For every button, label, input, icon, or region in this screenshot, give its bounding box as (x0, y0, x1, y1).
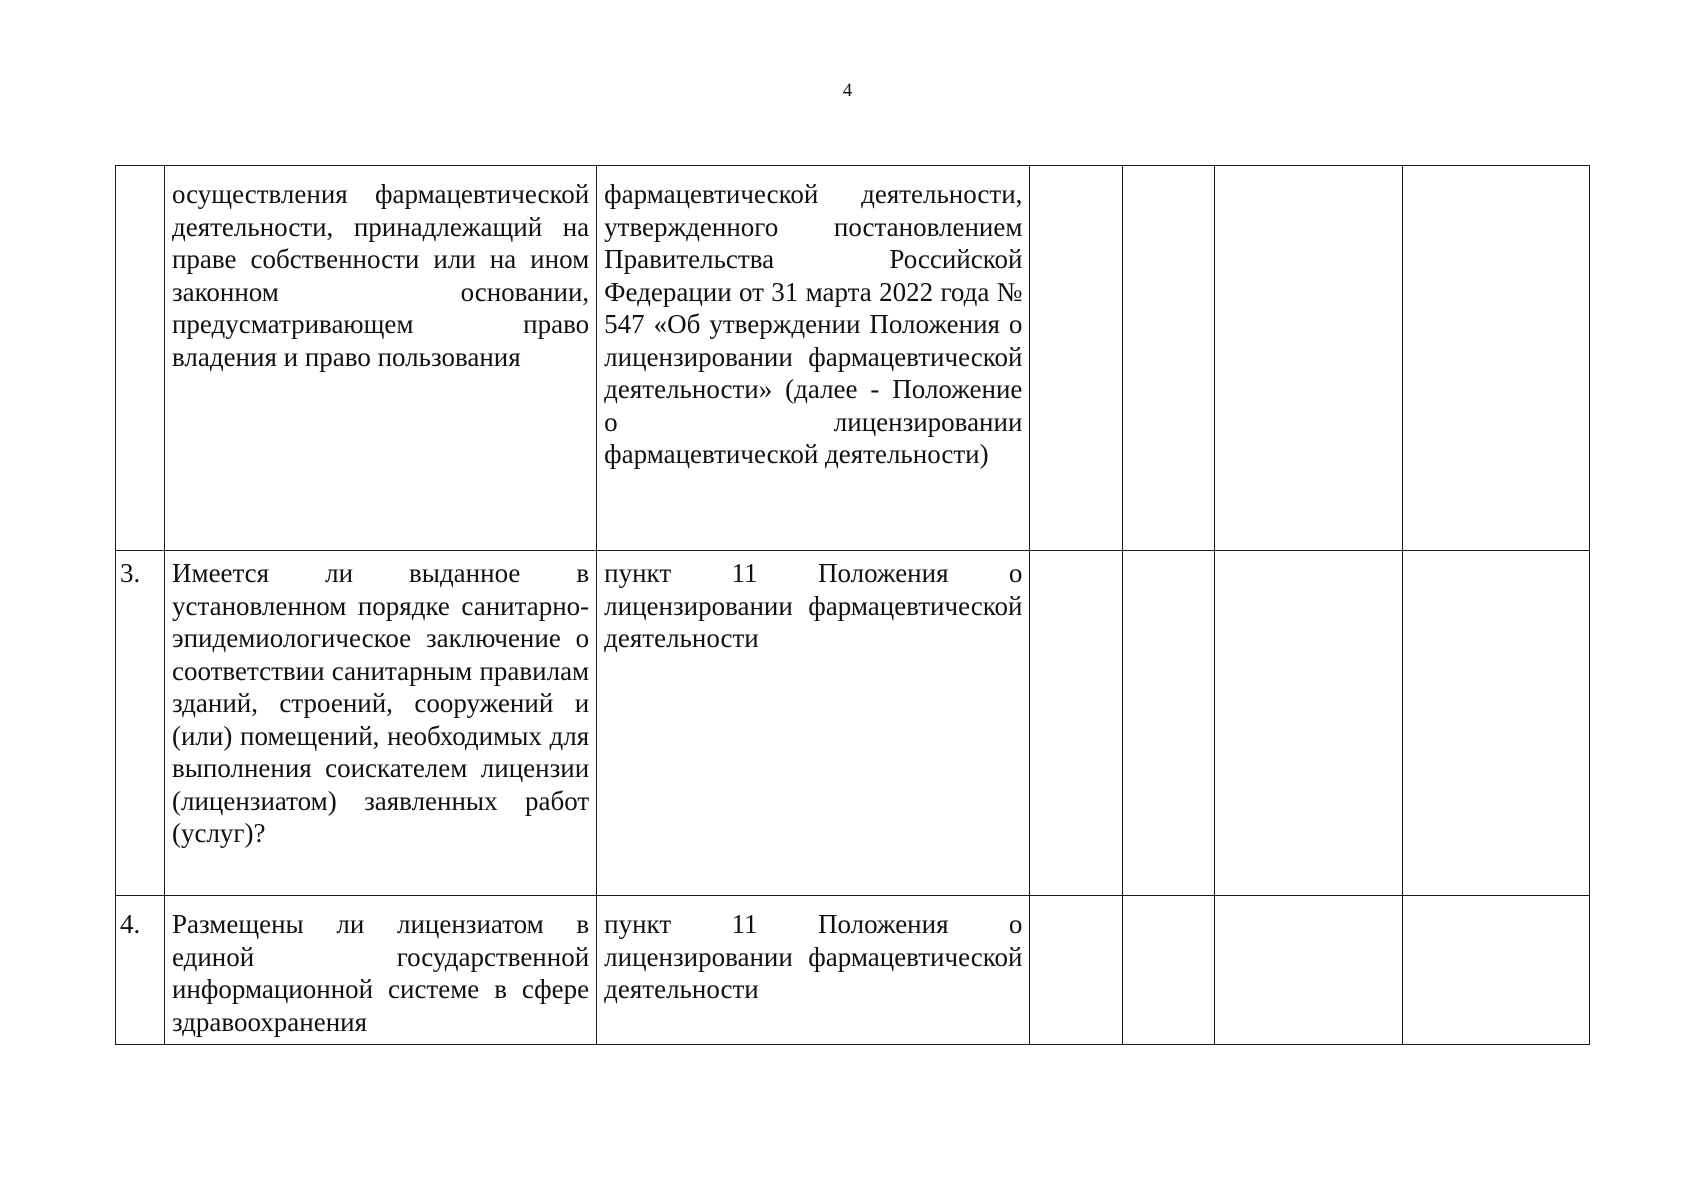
question-cell: Размещены ли лицензиатом в единой государственной информационной системе в сфере здравоохранения (164, 896, 596, 1045)
answer-cell-yes (1030, 551, 1123, 896)
question-cell: Имеется ли выданное в установленном порядке санитарно-эпидемиологическое заключение о соответствии санитарным правилам зданий, строений, сооружений и (или) помещений, необходимых для выполнения соискателем лицензии (лицензиатом) заявленных работ (услуг)? (164, 551, 596, 896)
answer-cell-not-applicable (1215, 166, 1402, 551)
table-row (116, 166, 1590, 551)
answer-cell-no (1122, 166, 1215, 551)
page-number: 4 (842, 80, 853, 101)
row-number: 3. (116, 551, 165, 896)
answer-cell-yes (1030, 896, 1123, 1045)
row-number (116, 166, 165, 551)
question-cell: осуществления фармацевтической деятельности, принадлежащий на праве собственности или на ином законном основании, предусматривающем право владения и право пользования (164, 166, 596, 551)
table-row (116, 551, 1590, 896)
answer-cell-yes (1030, 166, 1123, 551)
notes-cell (1402, 551, 1589, 896)
reference-cell: фармацевтической деятельности, утвержденного постановлением Правительства Российской Федерации от 31 марта 2022 года № 547 «Об утверждении Положения о лицензировании фармацевтической деятельности» (далее - Положение о лицензировании фармацевтической деятельности) (597, 166, 1030, 551)
notes-cell (1402, 896, 1589, 1045)
reference-cell: пункт 11 Положения о лицензировании фармацевтической деятельности (597, 896, 1030, 1045)
table-row (116, 896, 1590, 1045)
reference-cell: пункт 11 Положения о лицензировании фармацевтической деятельности (597, 551, 1030, 896)
checklist-table (115, 165, 1590, 1045)
answer-cell-no (1122, 551, 1215, 896)
answer-cell-no (1122, 896, 1215, 1045)
answer-cell-not-applicable (1215, 896, 1402, 1045)
notes-cell (1402, 166, 1589, 551)
answer-cell-not-applicable (1215, 551, 1402, 896)
row-number: 4. (116, 896, 165, 1045)
